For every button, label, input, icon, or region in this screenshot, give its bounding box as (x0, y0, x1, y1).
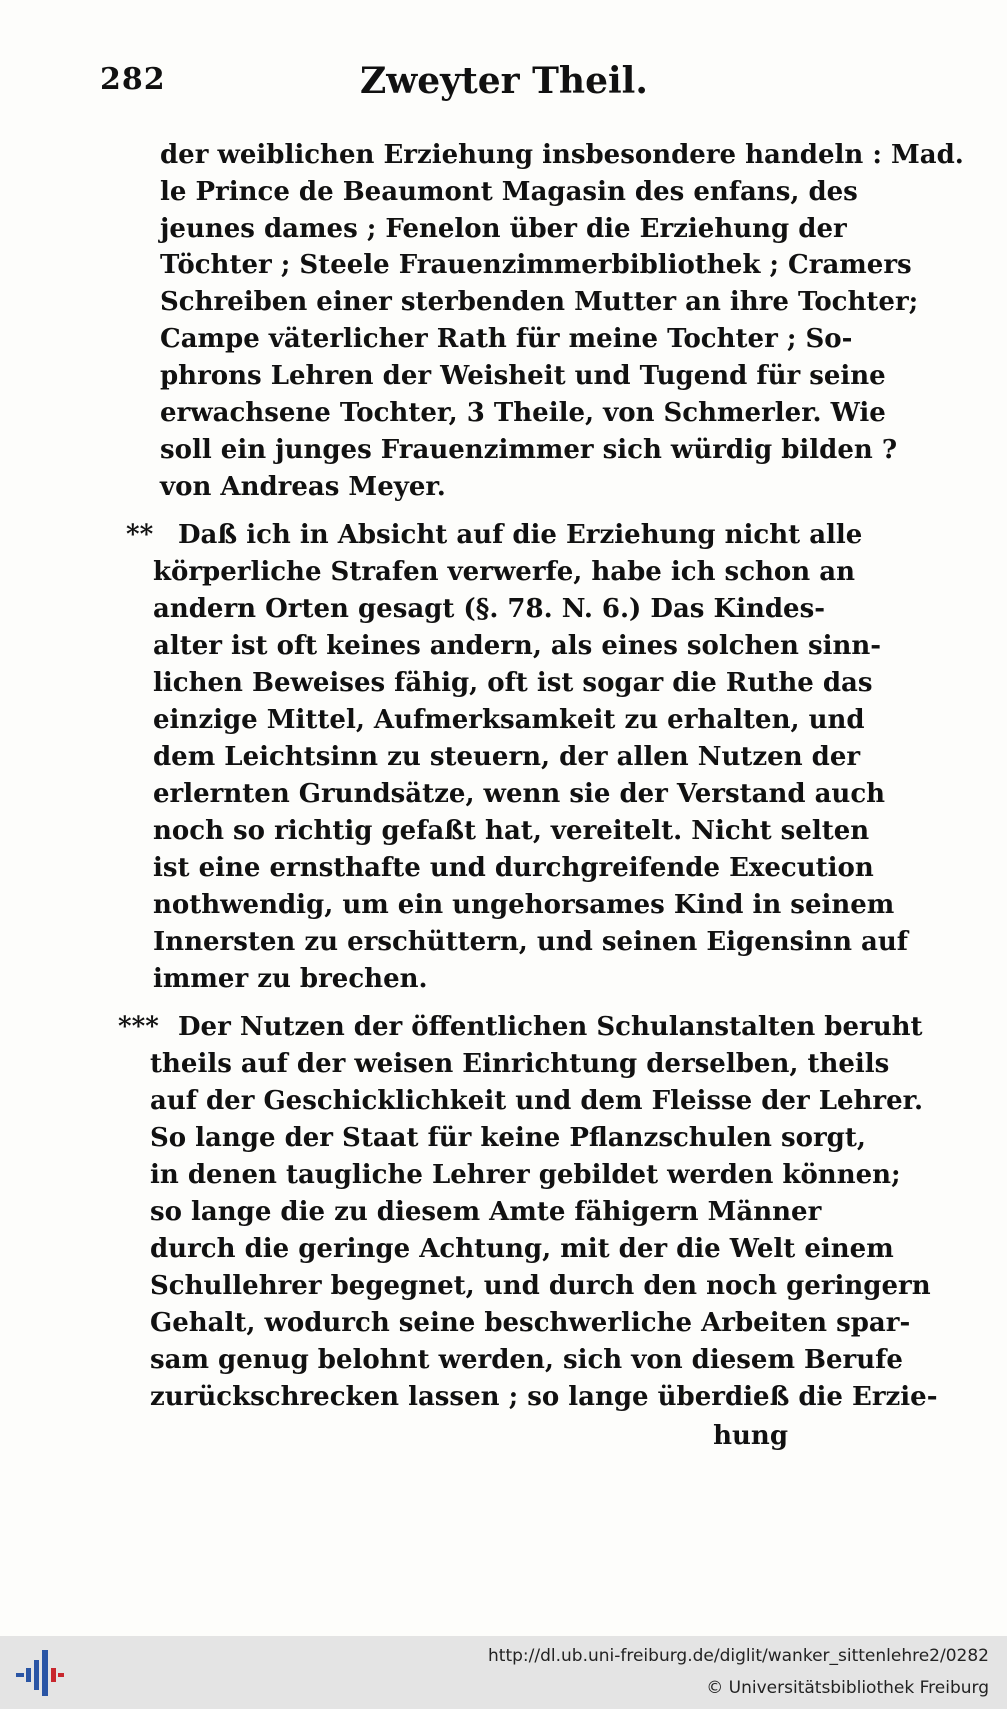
page-number: 282 (100, 62, 166, 97)
text-line: der weiblichen Erziehung insbesondere handeln : Mad. (160, 140, 964, 170)
text-line: durch die geringe Achtung, mit der die Welt einem (150, 1234, 894, 1264)
text-line: Schullehrer begegnet, und durch den noch geringern (150, 1271, 931, 1301)
text-line: soll ein junges Frauenzimmer sich würdig bilden ? (160, 435, 898, 465)
viewer-footer (0, 1636, 1007, 1709)
text-line: Campe väterlicher Rath für meine Tochter ; So- (160, 324, 853, 354)
copyright-notice: © Universitätsbibliothek Freiburg (706, 1678, 989, 1698)
text-line: von Andreas Meyer. (160, 472, 446, 502)
text-line: le Prince de Beaumont Magasin des enfans, des (160, 177, 858, 207)
text-line: Daß ich in Absicht auf die Erziehung nicht alle (178, 520, 863, 550)
text-line: alter ist oft keines andern, als eines solchen sinn- (153, 631, 882, 661)
text-line: andern Orten gesagt (§. 78. N. 6.) Das Kindes- (153, 594, 826, 624)
text-line: phrons Lehren der Weisheit und Tugend für seine (160, 361, 886, 391)
text-line: ist eine ernsthafte und durchgreifende Execution (153, 853, 874, 883)
text-line: zurückschrecken lassen ; so lange überdieß die Erzie- (150, 1382, 938, 1412)
text-line: So lange der Staat für keine Pflanzschulen sorgt, (150, 1123, 866, 1153)
footnote-marker: ** (126, 520, 154, 550)
text-line: sam genug belohnt werden, sich von diesem Berufe (150, 1345, 903, 1375)
text-line: Schreiben einer sterbenden Mutter an ihre Tochter; (160, 287, 919, 317)
text-line: jeunes dames ; Fenelon über die Erziehung der (160, 214, 847, 244)
text-line: auf der Geschicklichkeit und dem Fleisse der Lehrer. (150, 1086, 924, 1116)
text-line: nothwendig, um ein ungehorsames Kind in seinem (153, 890, 895, 920)
permalink-url[interactable]: http://dl.ub.uni-freiburg.de/diglit/wanker_sittenlehre2/0282 (488, 1646, 989, 1666)
catchword: hung (713, 1421, 788, 1451)
text-line: erlernten Grundsätze, wenn sie der Verstand auch (153, 779, 886, 809)
library-logo-icon (14, 1646, 66, 1700)
text-line: einzige Mittel, Aufmerksamkeit zu erhalten, und (153, 705, 865, 735)
running-head: Zweyter Theil. (360, 60, 648, 102)
text-line: so lange die zu diesem Amte fähigern Männer (150, 1197, 822, 1227)
text-line: lichen Beweises fähig, oft ist sogar die Ruthe das (153, 668, 873, 698)
text-line: dem Leichtsinn zu steuern, der allen Nutzen der (153, 742, 861, 772)
text-line: noch so richtig gefaßt hat, vereitelt. Nicht selten (153, 816, 870, 846)
text-line: Gehalt, wodurch seine beschwerliche Arbeiten spar- (150, 1308, 911, 1338)
text-line: Der Nutzen der öffentlichen Schulanstalten beruht (178, 1012, 923, 1042)
text-line: immer zu brechen. (153, 964, 428, 994)
text-line: Innersten zu erschüttern, und seinen Eigensinn auf (153, 927, 908, 957)
text-line: erwachsene Tochter, 3 Theile, von Schmerler. Wie (160, 398, 886, 428)
text-line: theils auf der weisen Einrichtung derselben, theils (150, 1049, 890, 1079)
text-line: in denen taugliche Lehrer gebildet werden können; (150, 1160, 901, 1190)
footnote-marker: *** (118, 1012, 159, 1042)
text-line: körperliche Strafen verwerfe, habe ich schon an (153, 557, 855, 587)
text-line: Töchter ; Steele Frauenzimmerbibliothek ; Cramers (160, 250, 912, 280)
